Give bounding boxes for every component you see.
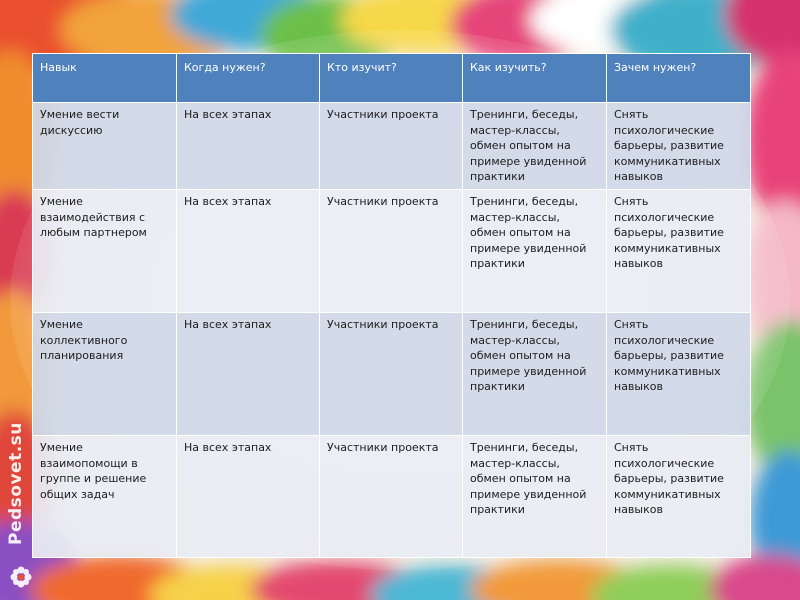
cell-how-to-learn: Тренинги, беседы, мастер-классы, обмен опытом на примере увиденной практики	[463, 103, 607, 190]
cell-how-to-learn: Тренинги, беседы, мастер-классы, обмен опытом на примере увиденной практики	[463, 190, 607, 313]
cell-when-needed: На всех этапах	[177, 436, 320, 558]
cell-why-needed: Снять психологические барьеры, развитие коммуникативных навыков	[607, 436, 751, 558]
cell-who-learns: Участники проекта	[320, 436, 463, 558]
header-how-to-learn: Как изучить?	[463, 54, 607, 103]
table-row	[33, 190, 751, 313]
cell-when-needed: На всех этапах	[177, 313, 320, 436]
skills-table	[32, 53, 751, 558]
cell-who-learns: Участники проекта	[320, 103, 463, 190]
table-row	[33, 103, 751, 190]
cell-why-needed: Снять психологические барьеры, развитие коммуникативных навыков	[607, 190, 751, 313]
header-why-needed: Зачем нужен?	[607, 54, 751, 103]
table-row	[33, 313, 751, 436]
watermark-text: Pedsovet.su	[6, 422, 26, 545]
cell-how-to-learn: Тренинги, беседы, мастер-классы, обмен опытом на примере увиденной практики	[463, 313, 607, 436]
cell-how-to-learn: Тренинги, беседы, мастер-классы, обмен опытом на примере увиденной практики	[463, 436, 607, 558]
header-who-learns: Кто изучит?	[320, 54, 463, 103]
flower-logo-icon	[10, 566, 32, 592]
table-row	[33, 436, 751, 558]
cell-skill: Умение взаимопомощи в группе и решение общих задач	[33, 436, 177, 558]
cell-who-learns: Участники проекта	[320, 313, 463, 436]
header-skill: Навык	[33, 54, 177, 103]
cell-skill: Умение коллективного планирования	[33, 313, 177, 436]
cell-why-needed: Снять психологические барьеры, развитие коммуникативных навыков	[607, 313, 751, 436]
cell-who-learns: Участники проекта	[320, 190, 463, 313]
cell-skill: Умение взаимодействия с любым партнером	[33, 190, 177, 313]
cell-when-needed: На всех этапах	[177, 190, 320, 313]
table-header-row	[33, 54, 751, 103]
cell-skill: Умение вести дискуссию	[33, 103, 177, 190]
cell-why-needed: Снять психологические барьеры, развитие коммуникативных навыков	[607, 103, 751, 190]
header-when-needed: Когда нужен?	[177, 54, 320, 103]
cell-when-needed: На всех этапах	[177, 103, 320, 190]
